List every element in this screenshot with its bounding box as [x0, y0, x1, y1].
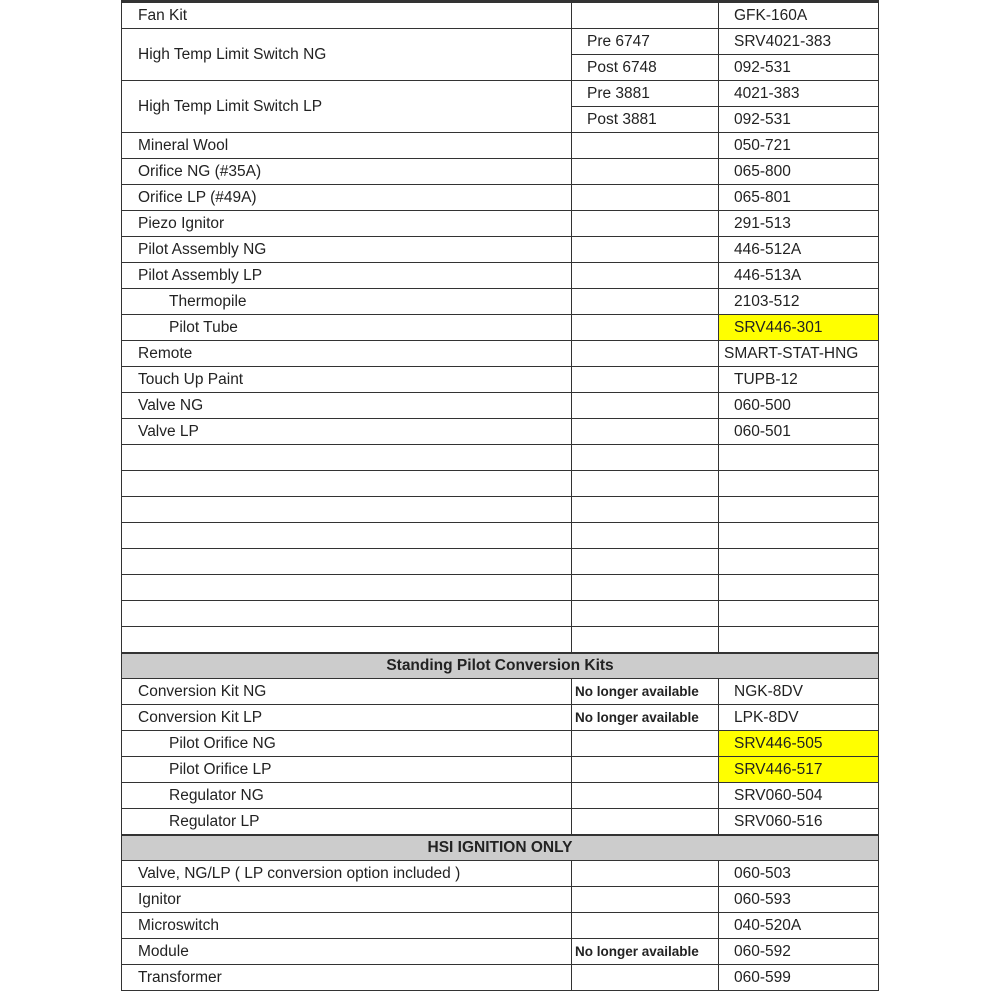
part-number-srv4021-383: SRV4021-383: [719, 29, 879, 55]
serial-range-label: Pre 6747: [572, 29, 719, 55]
empty-cell: [572, 575, 719, 601]
empty-cell: [719, 497, 879, 523]
table-row: [122, 29, 879, 55]
blank-row: [122, 497, 879, 523]
part-number-040-520a: 040-520A: [719, 913, 879, 939]
section-header: [122, 835, 879, 861]
empty-cell: [572, 471, 719, 497]
empty-cell: [572, 627, 719, 654]
part-number-446-513a: 446-513A: [719, 263, 879, 289]
empty-cell: [122, 497, 572, 523]
table-row: [122, 419, 879, 445]
table-row: [122, 861, 879, 887]
blank-row: [122, 549, 879, 575]
part-description-high-temp-limit-switch-lp: High Temp Limit Switch LP: [122, 81, 572, 133]
part-description-remote: Remote: [122, 341, 572, 367]
part-number-065-800: 065-800: [719, 159, 879, 185]
part-number-060-501: 060-501: [719, 419, 879, 445]
empty-cell: [572, 913, 719, 939]
empty-cell: [572, 601, 719, 627]
empty-cell: [572, 263, 719, 289]
part-number-srv446-301: SRV446-301: [719, 315, 879, 341]
part-description-pilot-orifice-lp: Pilot Orifice LP: [122, 757, 572, 783]
serial-range-label: Pre 3881: [572, 81, 719, 107]
empty-cell: [719, 575, 879, 601]
blank-row: [122, 445, 879, 471]
empty-cell: [572, 2, 719, 29]
empty-cell: [572, 809, 719, 836]
part-description-orifice-lp-49a: Orifice LP (#49A): [122, 185, 572, 211]
part-number-ngk-8dv: NGK-8DV: [719, 679, 879, 705]
empty-cell: [572, 367, 719, 393]
part-number-065-801: 065-801: [719, 185, 879, 211]
part-description-module: Module: [122, 939, 572, 965]
table-row: [122, 341, 879, 367]
part-description-piezo-ignitor: Piezo Ignitor: [122, 211, 572, 237]
empty-cell: [719, 471, 879, 497]
table-row: [122, 367, 879, 393]
table-row: [122, 159, 879, 185]
empty-cell: [572, 887, 719, 913]
blank-row: [122, 471, 879, 497]
empty-cell: [572, 445, 719, 471]
part-description-pilot-assembly-lp: Pilot Assembly LP: [122, 263, 572, 289]
part-number-291-513: 291-513: [719, 211, 879, 237]
table-row: [122, 315, 879, 341]
empty-cell: [122, 523, 572, 549]
table-row: [122, 237, 879, 263]
part-description-pilot-tube: Pilot Tube: [122, 315, 572, 341]
part-description-conversion-kit-ng: Conversion Kit NG: [122, 679, 572, 705]
empty-cell: [122, 471, 572, 497]
part-description-microswitch: Microswitch: [122, 913, 572, 939]
part-number-lpk-8dv: LPK-8DV: [719, 705, 879, 731]
part-number-060-500: 060-500: [719, 393, 879, 419]
availability-note: No longer available: [572, 939, 719, 965]
part-description-valve-ng-lp-lp-conversion-option-included: Valve, NG/LP ( LP conversion option included ): [122, 861, 572, 887]
blank-row: [122, 601, 879, 627]
part-number-060-503: 060-503: [719, 861, 879, 887]
part-number-060-593: 060-593: [719, 887, 879, 913]
table-row: [122, 939, 879, 965]
table-row: [122, 679, 879, 705]
table-row: [122, 965, 879, 991]
empty-cell: [572, 237, 719, 263]
blank-row: [122, 575, 879, 601]
empty-cell: [572, 341, 719, 367]
table-row: [122, 263, 879, 289]
empty-cell: [572, 419, 719, 445]
empty-cell: [572, 289, 719, 315]
empty-cell: [122, 575, 572, 601]
table-row: [122, 757, 879, 783]
empty-cell: [572, 549, 719, 575]
serial-range-label: Post 6748: [572, 55, 719, 81]
part-number-tupb-12: TUPB-12: [719, 367, 879, 393]
part-number-050-721: 050-721: [719, 133, 879, 159]
part-description-pilot-assembly-ng: Pilot Assembly NG: [122, 237, 572, 263]
part-description-thermopile: Thermopile: [122, 289, 572, 315]
parts-list-table: [121, 0, 878, 991]
empty-cell: [719, 523, 879, 549]
serial-range-label: Post 3881: [572, 107, 719, 133]
part-description-valve-lp: Valve LP: [122, 419, 572, 445]
empty-cell: [122, 601, 572, 627]
part-description-touch-up-paint: Touch Up Paint: [122, 367, 572, 393]
table-row: [122, 705, 879, 731]
empty-cell: [572, 523, 719, 549]
empty-cell: [572, 185, 719, 211]
empty-cell: [719, 601, 879, 627]
blank-row: [122, 523, 879, 549]
section-header: [122, 653, 879, 679]
part-number-060-599: 060-599: [719, 965, 879, 991]
part-number-smart-stat-hng: SMART-STAT-HNG: [719, 341, 879, 367]
part-description-mineral-wool: Mineral Wool: [122, 133, 572, 159]
part-description-pilot-orifice-ng: Pilot Orifice NG: [122, 731, 572, 757]
table-row: [122, 185, 879, 211]
part-number-446-512a: 446-512A: [719, 237, 879, 263]
empty-cell: [122, 549, 572, 575]
empty-cell: [572, 861, 719, 887]
part-number-srv060-504: SRV060-504: [719, 783, 879, 809]
table-row: [122, 731, 879, 757]
empty-cell: [572, 497, 719, 523]
table-row: [122, 783, 879, 809]
part-number-092-531: 092-531: [719, 55, 879, 81]
part-number-4021-383: 4021-383: [719, 81, 879, 107]
empty-cell: [572, 133, 719, 159]
part-description-fan-kit: Fan Kit: [122, 2, 572, 29]
empty-cell: [572, 393, 719, 419]
part-description-valve-ng: Valve NG: [122, 393, 572, 419]
table-row: [122, 2, 879, 29]
part-description-conversion-kit-lp: Conversion Kit LP: [122, 705, 572, 731]
part-number-srv446-505: SRV446-505: [719, 731, 879, 757]
empty-cell: [572, 159, 719, 185]
table-row: [122, 913, 879, 939]
part-number-092-531: 092-531: [719, 107, 879, 133]
part-number-srv060-516: SRV060-516: [719, 809, 879, 836]
blank-row: [122, 627, 879, 654]
empty-cell: [719, 445, 879, 471]
empty-cell: [572, 211, 719, 237]
empty-cell: [572, 731, 719, 757]
part-number-srv446-517: SRV446-517: [719, 757, 879, 783]
part-description-transformer: Transformer: [122, 965, 572, 991]
table-row: [122, 289, 879, 315]
empty-cell: [572, 757, 719, 783]
part-number-2103-512: 2103-512: [719, 289, 879, 315]
part-description-regulator-lp: Regulator LP: [122, 809, 572, 836]
table-row: [122, 133, 879, 159]
empty-cell: [122, 445, 572, 471]
table-row: [122, 393, 879, 419]
empty-cell: [719, 627, 879, 654]
table-row: [122, 211, 879, 237]
empty-cell: [572, 965, 719, 991]
section-title: HSI IGNITION ONLY: [122, 835, 879, 861]
part-description-high-temp-limit-switch-ng: High Temp Limit Switch NG: [122, 29, 572, 81]
empty-cell: [122, 627, 572, 654]
table-row: [122, 887, 879, 913]
table-row: [122, 809, 879, 836]
empty-cell: [572, 315, 719, 341]
empty-cell: [719, 549, 879, 575]
part-description-orifice-ng-35a: Orifice NG (#35A): [122, 159, 572, 185]
part-number-060-592: 060-592: [719, 939, 879, 965]
availability-note: No longer available: [572, 705, 719, 731]
table-row: [122, 81, 879, 107]
part-description-ignitor: Ignitor: [122, 887, 572, 913]
empty-cell: [572, 783, 719, 809]
part-description-regulator-ng: Regulator NG: [122, 783, 572, 809]
availability-note: No longer available: [572, 679, 719, 705]
part-number-gfk-160a: GFK-160A: [719, 2, 879, 29]
section-title: Standing Pilot Conversion Kits: [122, 653, 879, 679]
